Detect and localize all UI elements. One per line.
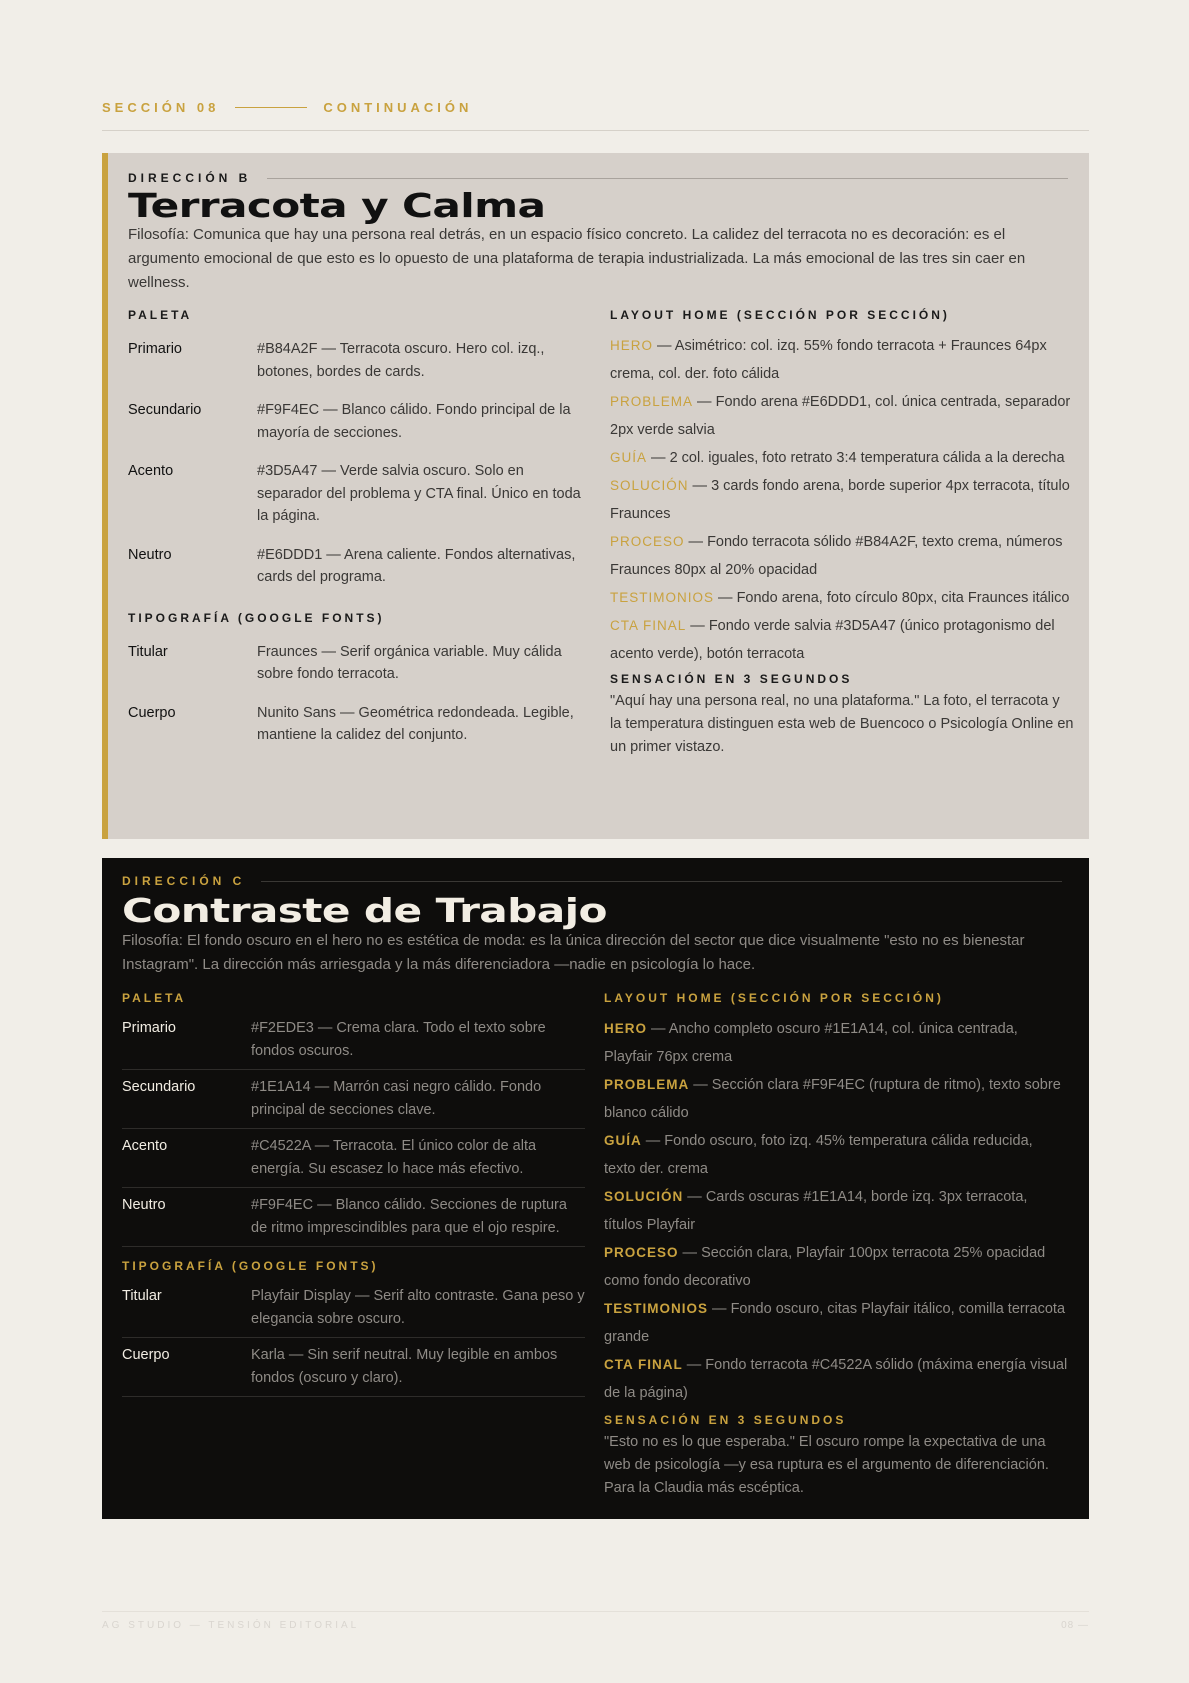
section-number: SECCIÓN 08 xyxy=(102,100,220,115)
page xyxy=(102,0,1089,1683)
layout-item xyxy=(604,1295,1068,1351)
typography-key: Cuerpo xyxy=(128,704,176,721)
direction-b-card xyxy=(102,153,1089,839)
header-divider xyxy=(102,130,1089,131)
sensation-text: "Esto no es lo que esperaba." El oscuro rompe la expectativa de una web de psicología —y esa ruptura es el argumento de diferenciación. Para la Claudia más escéptica. xyxy=(604,1434,1049,1496)
layout-text: — Cards oscuras #1E1A14, borde izq. 3px terracota, títulos Playfair xyxy=(604,1189,1028,1233)
layout-text: — Sección clara #F9F4EC (ruptura de ritmo), texto sobre blanco cálido xyxy=(604,1077,1061,1121)
palette-key: Primario xyxy=(128,341,182,357)
layout-text: — 3 cards fondo arena, borde superior 4px terracota, título Fraunces xyxy=(610,478,1070,522)
layout-tag: PROCESO xyxy=(610,534,685,549)
palette-row xyxy=(122,1188,585,1247)
footer-studio: AG STUDIO — TENSIÓN EDITORIAL xyxy=(102,1620,360,1631)
layout-heading: LAYOUT HOME (SECCIÓN POR SECCIÓN) xyxy=(604,991,944,1005)
sensation-text: "Aquí hay una persona real, no una plataforma." La foto, el terracota y la temperatura distinguen esta web de Buencoco o Psicología Online en un primer vistazo. xyxy=(610,693,1074,755)
direction-b-label-row xyxy=(128,171,1068,185)
typography-value: Playfair Display — Serif alto contraste. Gana peso y elegancia sobre oscuro. xyxy=(251,1288,585,1327)
typography-row xyxy=(122,1279,585,1338)
layout-text: — 2 col. iguales, foto retrato 3:4 temperatura cálida a la derecha xyxy=(647,450,1065,466)
direction-c-title: Contraste de Trabajo xyxy=(122,891,607,930)
typography-value: Fraunces — Serif orgánica variable. Muy cálida sobre fondo terracota. xyxy=(257,643,562,682)
layout-tag: TESTIMONIOS xyxy=(610,590,715,605)
layout-tag: HERO xyxy=(604,1021,648,1036)
typography-value: Karla — Sin serif neutral. Muy legible en ambos fondos (oscuro y claro). xyxy=(251,1347,558,1386)
layout-text: — Asimétrico: col. izq. 55% fondo terracota + Fraunces 64px crema, col. der. foto cálida xyxy=(610,338,1047,382)
palette-value: #E6DDD1 — Arena caliente. Fondos alternativas, cards del programa. xyxy=(257,546,576,585)
palette-row xyxy=(128,338,591,383)
direction-b-left-column xyxy=(128,308,591,763)
typography-key: Titular xyxy=(122,1288,162,1304)
layout-item xyxy=(604,1239,1068,1295)
layout-tag: GUÍA xyxy=(604,1133,642,1148)
typography-heading: TIPOGRAFÍA (GOOGLE FONTS) xyxy=(122,1259,379,1273)
palette-row xyxy=(128,544,591,589)
palette-row xyxy=(122,1011,585,1070)
direction-c-label: DIRECCIÓN C xyxy=(122,874,246,888)
palette-key: Secundario xyxy=(128,402,202,418)
layout-item xyxy=(610,584,1074,612)
layout-tag: CTA FINAL xyxy=(604,1357,683,1372)
palette-key: Secundario xyxy=(122,1079,196,1095)
layout-tag: PROCESO xyxy=(604,1245,679,1260)
palette-value: #F2EDE3 — Crema clara. Todo el texto sobre fondos oscuros. xyxy=(251,1020,546,1059)
label-rule xyxy=(267,178,1068,179)
palette-key: Neutro xyxy=(122,1197,166,1213)
palette-key: Acento xyxy=(128,463,174,479)
palette-key: Neutro xyxy=(128,546,172,563)
layout-tag: PROBLEMA xyxy=(604,1077,690,1092)
layout-item xyxy=(604,1071,1068,1127)
label-rule xyxy=(261,881,1062,882)
header-rule xyxy=(235,107,307,108)
layout-item xyxy=(610,332,1074,388)
layout-item xyxy=(610,388,1074,444)
layout-text: — Fondo oscuro, citas Playfair itálico, comilla terracota grande xyxy=(604,1301,1066,1345)
layout-tag: PROBLEMA xyxy=(610,394,694,409)
layout-text: — Fondo oscuro, foto izq. 45% temperatura cálida reducida, texto der. crema xyxy=(604,1133,1033,1177)
footer-divider xyxy=(102,1611,1089,1612)
direction-c-right-column xyxy=(604,991,1068,1500)
palette-value: #F9F4EC — Blanco cálido. Fondo principal de la mayoría de secciones. xyxy=(257,402,571,441)
palette-value: #C4522A — Terracota. El único color de alta energía. Su escasez lo hace más efectivo. xyxy=(251,1138,537,1177)
direction-c-philosophy: Filosofía: El fondo oscuro en el hero no es estética de moda: es la única dirección del sector que dice visualmente "esto no es bienestar Instagram". La dirección más arriesgada y la más diferenciadora —nadie en psicología lo hace. xyxy=(122,932,1025,973)
layout-tag: HERO xyxy=(610,338,654,353)
palette-value: #1E1A14 — Marrón casi negro cálido. Fondo principal de secciones clave. xyxy=(251,1079,542,1118)
direction-c-label-row xyxy=(122,874,1062,888)
direction-c-card xyxy=(102,858,1089,1519)
palette-value: #3D5A47 — Verde salvia oscuro. Solo en separador del problema y CTA final. Único en toda la página. xyxy=(257,463,581,524)
layout-text: — Fondo terracota #C4522A sólido (máxima energía visual de la página) xyxy=(604,1357,1068,1401)
layout-item xyxy=(604,1015,1068,1071)
layout-item xyxy=(604,1183,1068,1239)
typography-row xyxy=(128,702,591,747)
layout-item xyxy=(604,1127,1068,1183)
section-header xyxy=(102,100,1089,115)
palette-row xyxy=(128,460,591,528)
typography-heading: TIPOGRAFÍA (GOOGLE FONTS) xyxy=(128,610,385,625)
layout-item xyxy=(604,1351,1068,1407)
layout-tag: SOLUCIÓN xyxy=(604,1189,684,1204)
palette-heading: PALETA xyxy=(128,308,193,322)
layout-text: — Ancho completo oscuro #1E1A14, col. única centrada, Playfair 76px crema xyxy=(604,1021,1018,1065)
palette-value: #B84A2F — Terracota oscuro. Hero col. izq., botones, bordes de cards. xyxy=(257,341,545,380)
typography-key: Cuerpo xyxy=(122,1347,170,1363)
direction-b-title: Terracota y Calma xyxy=(128,186,546,225)
direction-b-label: DIRECCIÓN B xyxy=(128,171,252,185)
layout-text: — Fondo arena, foto círculo 80px, cita Fraunces itálico xyxy=(714,590,1070,606)
palette-value: #F9F4EC — Blanco cálido. Secciones de ruptura de ritmo imprescindibles para que el ojo respire. xyxy=(251,1197,567,1236)
layout-item xyxy=(610,444,1074,472)
layout-text: — Sección clara, Playfair 100px terracota 25% opacidad como fondo decorativo xyxy=(604,1245,1046,1289)
palette-row xyxy=(122,1129,585,1188)
typography-value: Nunito Sans — Geométrica redondeada. Legible, mantiene la calidez del conjunto. xyxy=(257,704,574,743)
layout-tag: SOLUCIÓN xyxy=(610,478,689,493)
footer-page-number: 08 — xyxy=(1061,1620,1089,1631)
layout-heading: LAYOUT HOME (SECCIÓN POR SECCIÓN) xyxy=(610,308,950,322)
sensation-heading: SENSACIÓN EN 3 SEGUNDOS xyxy=(604,1413,847,1427)
layout-item xyxy=(610,472,1074,528)
palette-row xyxy=(122,1070,585,1129)
layout-item xyxy=(610,528,1074,584)
palette-key: Primario xyxy=(122,1020,176,1036)
typography-row xyxy=(128,641,591,686)
palette-heading: PALETA xyxy=(122,991,187,1005)
sensation-heading: SENSACIÓN EN 3 SEGUNDOS xyxy=(610,672,853,686)
direction-b-right-column xyxy=(610,308,1074,759)
direction-c-left-column xyxy=(122,991,585,1397)
layout-tag: TESTIMONIOS xyxy=(604,1301,709,1316)
layout-tag: GUÍA xyxy=(610,450,648,465)
layout-item xyxy=(610,612,1074,668)
layout-tag: CTA FINAL xyxy=(610,618,687,633)
palette-key: Acento xyxy=(122,1138,168,1154)
typography-row xyxy=(122,1338,585,1397)
layout-text: — Fondo terracota sólido #B84A2F, texto crema, números Fraunces 80px al 20% opacidad xyxy=(610,534,1063,578)
direction-b-philosophy: Filosofía: Comunica que hay una persona real detrás, en un espacio físico concreto. La calidez del terracota no es decoración: es el argumento emocional de que esto es lo opuesto de una plataforma de terapia industrializada. La más emocional de las tres sin caer en wellness. xyxy=(128,226,1026,291)
palette-row xyxy=(128,399,591,444)
typography-key: Titular xyxy=(128,643,168,660)
layout-text: — Fondo verde salvia #3D5A47 (único protagonismo del acento verde), botón terracota xyxy=(610,618,1055,662)
layout-text: — Fondo arena #E6DDD1, col. única centrada, separador 2px verde salvia xyxy=(610,394,1071,438)
section-continuation: CONTINUACIÓN xyxy=(323,100,473,115)
